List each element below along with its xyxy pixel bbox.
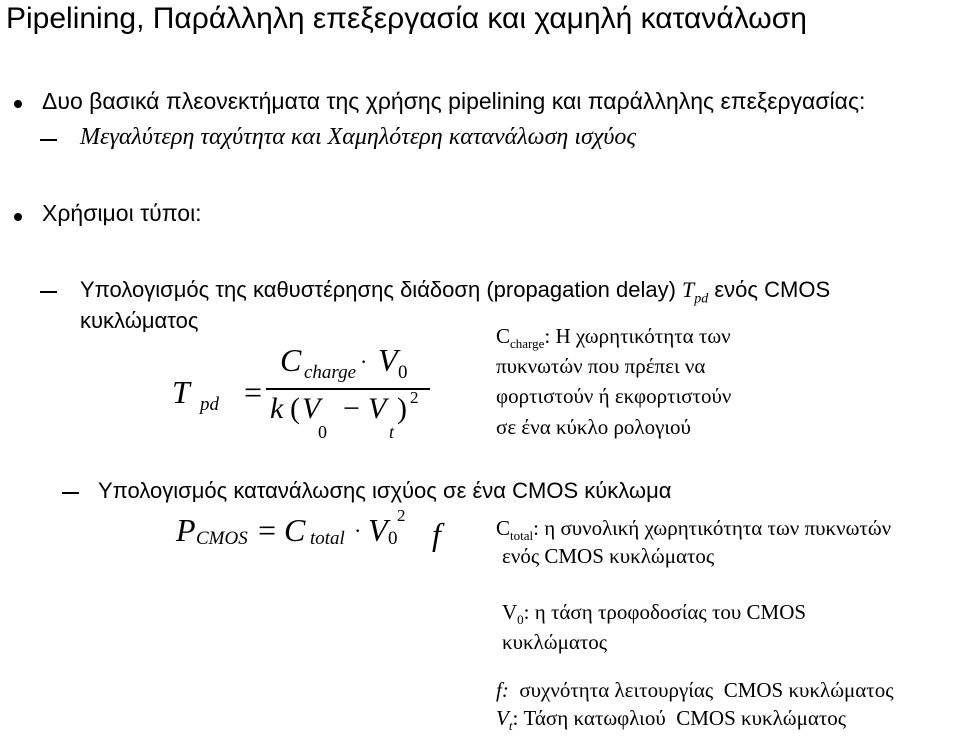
fraction-line [266, 388, 430, 390]
power-item: Υπολογισμός κατανάλωσης ισχύος σε ένα CMOS κύκλωμα [98, 478, 672, 503]
note-v0: $V_0$: η τάση τροφοδοσίας του CMOS [502, 600, 807, 628]
note-ctotal: $C_{total}$: η συνολική χωρητικότητα των πυκνωτών [496, 516, 892, 544]
note-f: f: συχνότητα λειτουργίας CMOS κυκλώματος [496, 678, 894, 702]
dash [62, 492, 79, 494]
delay-item-line2: κυκλώματος [80, 308, 199, 333]
bullet-dot [14, 213, 22, 221]
note-v0-line2: κυκλώματος [502, 630, 608, 654]
note-vt: $V_t$: Τάση κατωφλιού CMOS κυκλώματος [496, 706, 847, 734]
bullet-useful-formulas: Χρήσιμοι τύποι: [42, 200, 202, 226]
note-ccharge-line4: σε ένα κύκλο ρολογιού [496, 415, 691, 439]
delay-item: Υπολογισμός της καθυστέρησης διάδοση (propagation delay) $T_{pd}$ ενός CMOS [80, 277, 831, 307]
dash [40, 291, 57, 293]
dash [40, 139, 57, 141]
bullet-dot [14, 100, 22, 108]
bullet-advantages: Δυο βασικά πλεονεκτήματα της χρήσης pipelining και παράλληλης επεξεργασίας: [42, 88, 866, 114]
sub-item-speed-power: Μεγαλύτερη ταχύτητα και Χαμηλότερη κατανάλωση ισχύος [80, 124, 637, 150]
note-ccharge-line2: πυκνωτών που πρέπει να [496, 354, 706, 378]
note-ccharge-line3: φορτιστούν ή εκφορτιστούν [496, 384, 732, 408]
slide-title: Pipelining, Παράλληλη επεξεργασία και χαμηλή κατανάλωση [6, 2, 807, 35]
note-ctotal-line2: ενός CMOS κυκλώματος [502, 544, 715, 568]
note-ccharge: $C_{charge}$: Η χωρητικότητα των [496, 324, 731, 352]
